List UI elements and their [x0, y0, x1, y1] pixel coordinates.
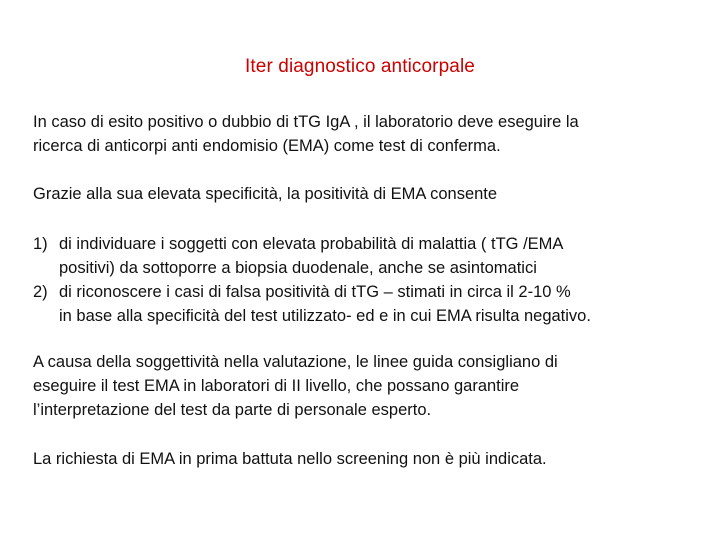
text-line: l’interpretazione del test da parte di personale esperto.: [33, 401, 432, 419]
text-line: A causa della soggettività nella valutazione, le linee guida consigliano di: [33, 353, 558, 371]
text-line: eseguire il test EMA in laboratori di II livello, che possano garantire: [33, 377, 520, 395]
text-line: Grazie alla sua elevata specificità, la positività di EMA consente: [33, 185, 498, 203]
list-item: [33, 232, 713, 280]
list-item-line: positivi) da sottoporre a biopsia duodenale, anche se asintomatici: [59, 259, 537, 277]
text-line: In caso di esito positivo o dubbio di tTG IgA , il laboratorio deve eseguire la: [33, 113, 579, 131]
paragraph-soggettivita: [33, 350, 713, 422]
text-line: ricerca di anticorpi anti endomisio (EMA) come test di conferma.: [33, 137, 501, 155]
list-item: [33, 280, 713, 328]
paragraph-grazie: [33, 182, 713, 206]
text-line: La richiesta di EMA in prima battuta nello screening non è più indicata.: [33, 450, 547, 468]
paragraph-esito: [33, 110, 713, 158]
list-number: 1): [33, 235, 48, 253]
paragraph-screening: [33, 447, 713, 471]
list-item-line: in base alla specificità del test utilizzato- ed e in cui EMA risulta negativo.: [59, 307, 591, 325]
list-item-line: di riconoscere i casi di falsa positività di tTG – stimati in circa il 2-10 %: [59, 283, 571, 301]
list-item-line: di individuare i soggetti con elevata probabilità di malattia ( tTG /EMA: [59, 235, 564, 253]
slide-title: Iter diagnostico anticorpale: [245, 56, 475, 77]
list-number: 2): [33, 283, 48, 301]
numbered-list: [33, 232, 713, 328]
